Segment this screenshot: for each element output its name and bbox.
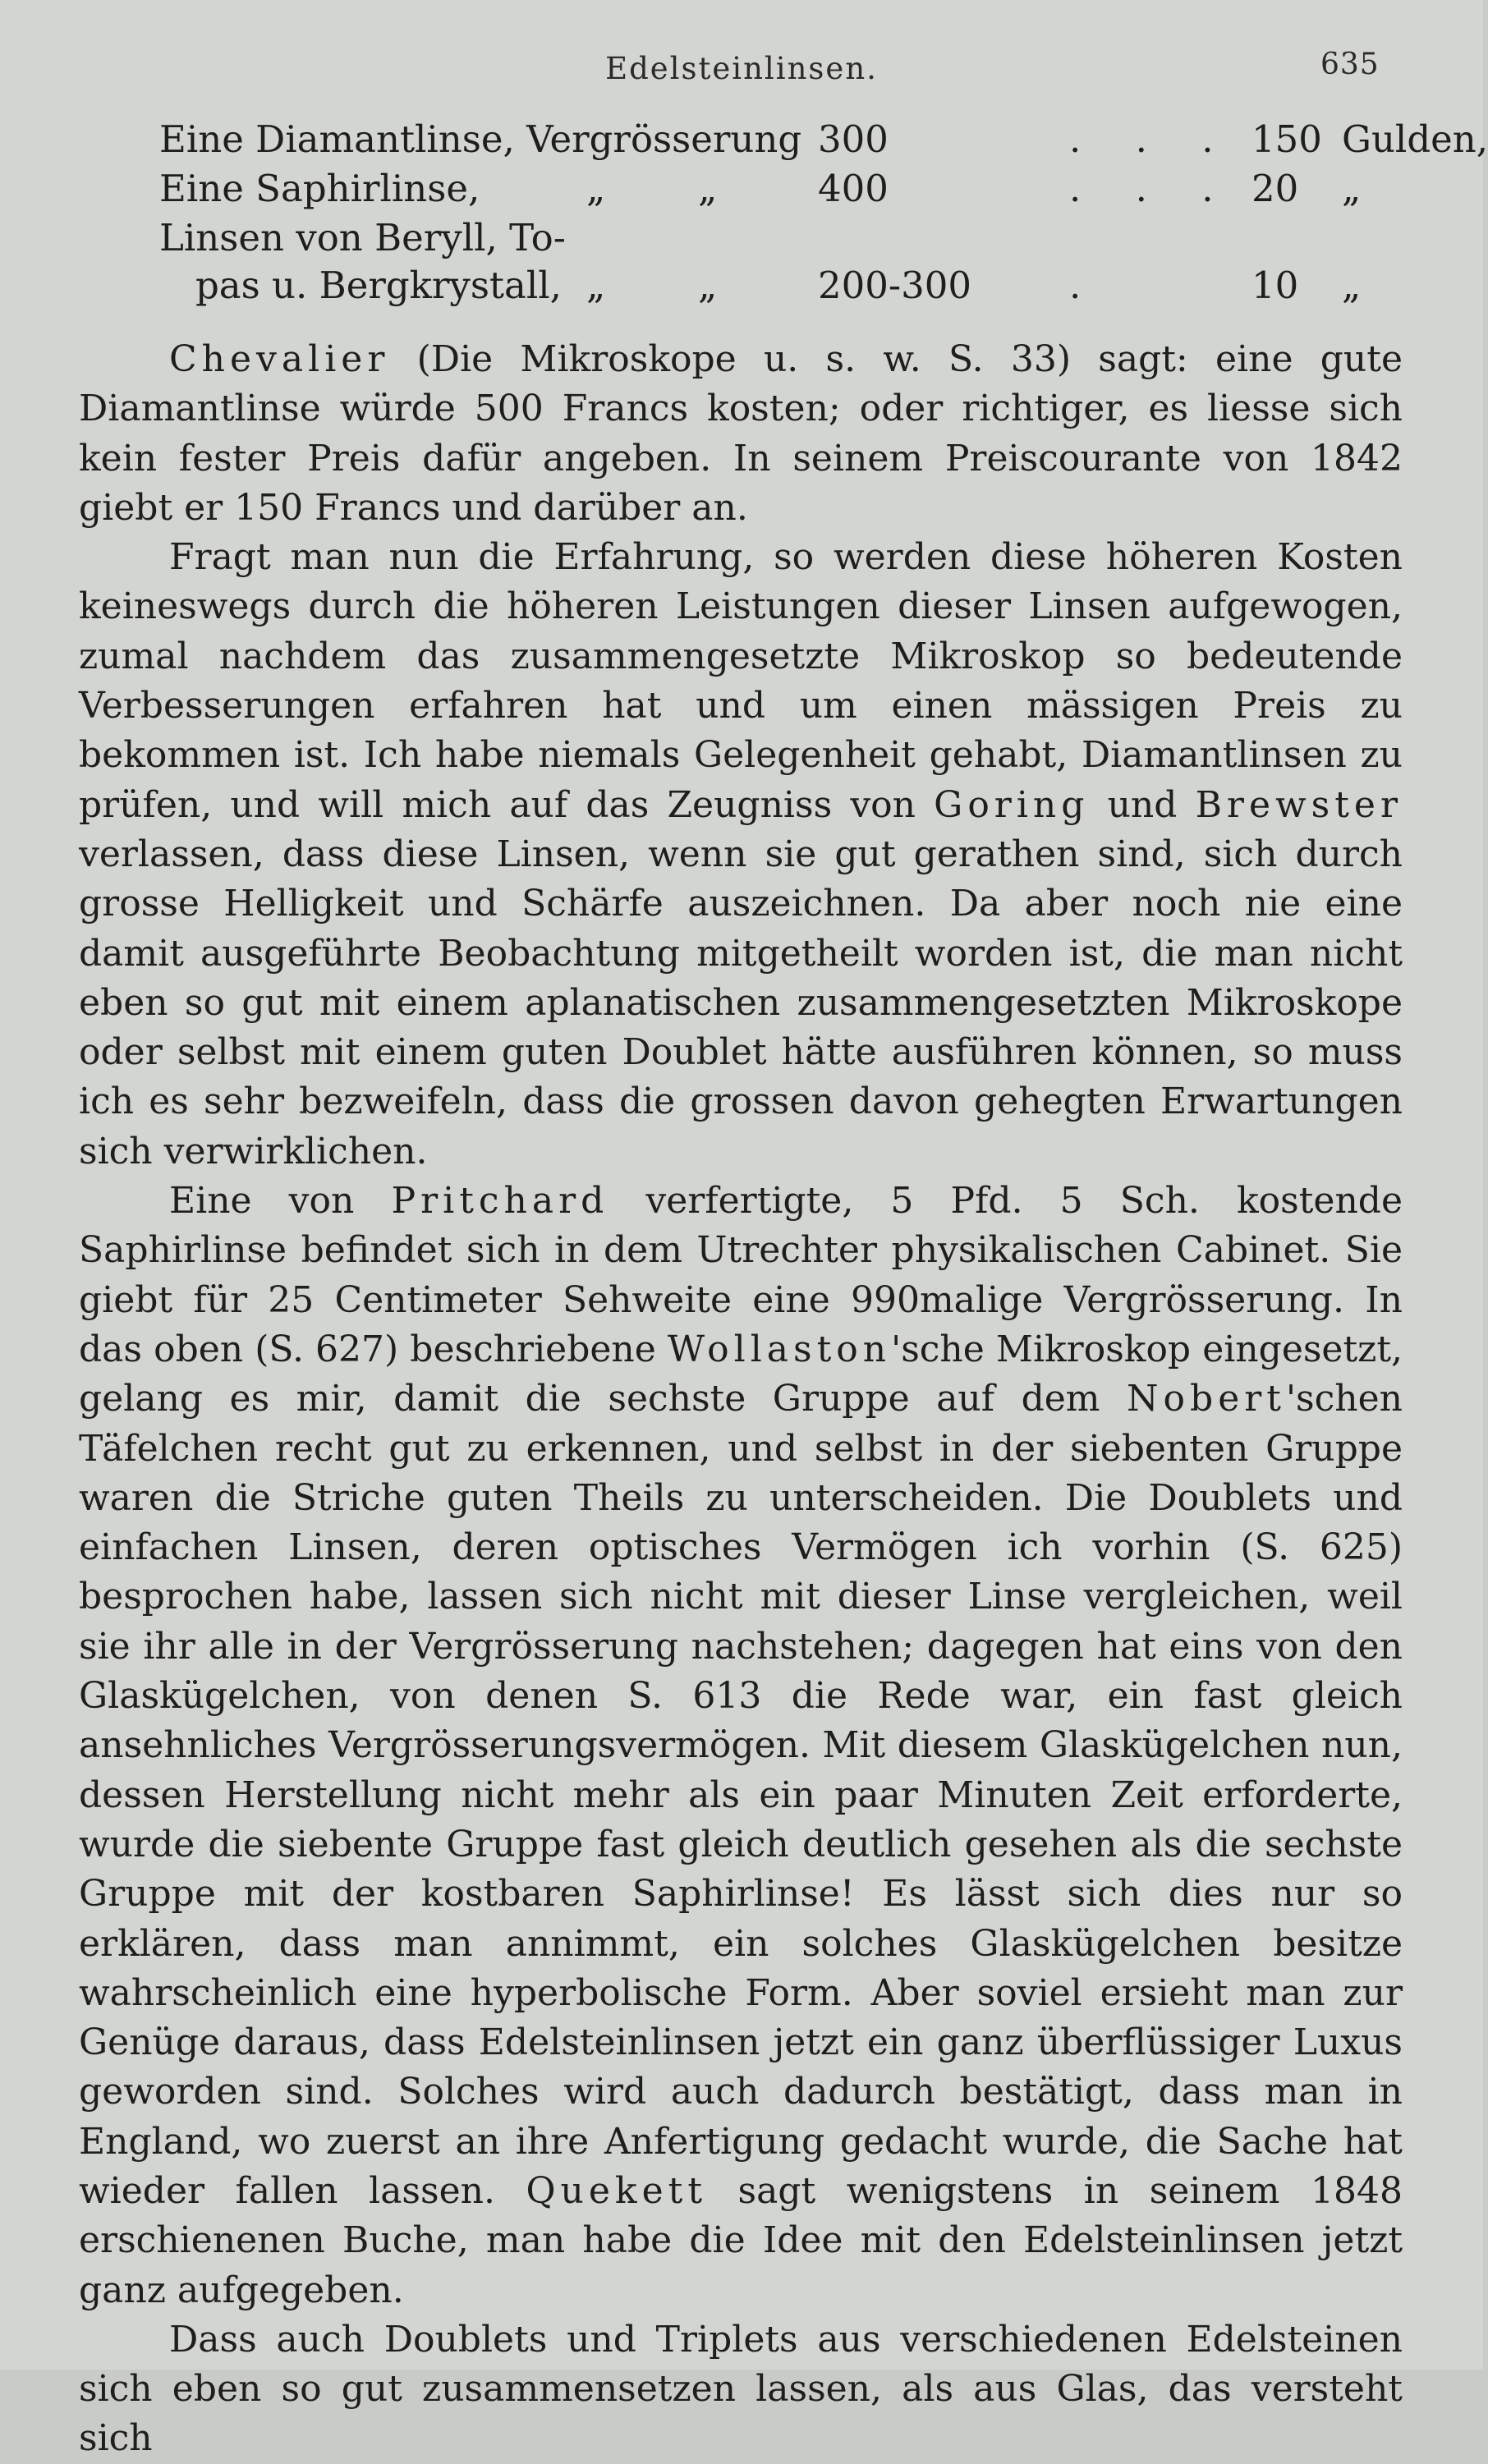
ditto-mark: „: [586, 264, 606, 307]
price-amount: 10: [1251, 264, 1299, 307]
body-text: [79, 335, 1403, 2464]
price-item: Eine Diamantlinse, Vergrösserung: [159, 117, 802, 161]
price-row-beryl-line1: [159, 213, 1334, 261]
price-amount: 150: [1251, 117, 1322, 161]
price-leader-dots: . . .: [1069, 167, 1235, 210]
paragraph-text: verfertigte, 5 Pfd. 5 Sch. kostende Saphirlinse befindet sich in dem Utrechter physikalischen Cabinet. Sie giebt für 25 Centimeter Sehweite eine 990malige Vergrösserung. In das oben (S. 627) beschriebene: [79, 1180, 1403, 1370]
paragraph-text: und: [1089, 783, 1196, 826]
price-magnification: 300: [818, 117, 889, 161]
author-name: Wollaston: [667, 1328, 892, 1370]
paragraph-text: (Die Mikroskope u. s. w. S. 33) sagt: eine gute Diamantlinse würde 500 Francs kosten; oder richtiger, es liesse sich kein fester Preis dafür angeben. In seinem Preiscourante von 1842 giebt er 150 Francs und darüber an.: [79, 338, 1403, 529]
price-magnification: 200-300: [818, 264, 971, 307]
author-name: Brewster: [1195, 783, 1403, 826]
running-title: Edelsteinlinsen.: [605, 51, 878, 86]
paragraph-text: 'sche Mikroskop eingesetzt, gelang es mir, damit die sechste Gruppe auf dem: [79, 1328, 1403, 1420]
paragraph-text: Fragt man nun die Erfahrung, so werden diese höheren Kosten keineswegs durch die höheren Leistungen dieser Linsen aufgewogen, zumal nachdem das zusammengesetzte Mikroskop so bedeutende Verbesserungen erfahren hat und um einen mässigen Preis zu bekommen ist. Ich habe niemals Gelegenheit gehabt, Diamantlinsen zu prüfen, und will mich auf das Zeugniss von: [79, 536, 1403, 826]
paragraph-text: verlassen, dass diese Linsen, wenn sie gut gerathen sind, sich durch grosse Helligkeit und Schärfe auszeichnen. Da aber noch nie eine damit ausgeführte Beobachtung mitgetheilt worden ist, die man nicht eben so gut mit einem aplanatischen zusammengesetzten Mikroskope oder selbst mit einem guten Doublet hätte ausführen können, so muss ich es sehr bezweifeln, dass die grossen davon gehegten Erwartungen sich verwirklichen.: [79, 833, 1403, 1172]
paragraph-text: Eine von: [169, 1180, 392, 1223]
author-name: Pritchard: [391, 1180, 609, 1223]
price-leader-dots: . . .: [1069, 117, 1235, 161]
paragraph-text: 'schen Täfelchen recht gut zu erkennen, und selbst in der siebenten Gruppe waren die Striche guten Theils zu unterscheiden. Die Doublets und einfachen Linsen, deren optisches Vermögen ich vorhin (S. 625) besprochen habe, lassen sich nicht mit dieser Linse vergleichen, weil sie ihr alle in der Vergrösserung nachstehen; dagegen hat eins von den Glaskügelchen, von denen S. 613 die Rede war, ein fast gleich ansehnliches Vergrösserungsvermögen. Mit diesem Glaskügelchen nun, dessen Herstellung nicht mehr als ein paar Minuten Zeit erforderte, wurde die siebente Gruppe fast gleich deutlich gesehen als die sechste Gruppe mit der kostbaren Saphirlinse! Es lässt sich dies nur so erklären, dass man annimmt, ein solches Glaskügelchen besitze wahrscheinlich eine hyperbolische Form. Aber soviel ersieht man zur Genüge daraus, dass Edelsteinlinsen jetzt ein ganz überflüssiger Luxus geworden sind. Solches wird auch dadurch bestätigt, dass man in England, wo zuerst an ihre Anfertigung gedacht wurde, die Sache hat wieder fallen lassen.: [79, 1378, 1403, 2212]
author-name: Nobert: [1127, 1378, 1286, 1420]
price-row-diamond: [159, 115, 1488, 164]
page-number: 635: [1320, 48, 1380, 81]
price-row-sapphire: [159, 164, 1362, 213]
paragraph-text: sagt wenigstens in seinem 1848 erschienenen Buche, man habe die Idee mit den Edelsteinlinsen jetzt ganz aufgegeben.: [79, 2169, 1403, 2311]
price-currency: Gulden,: [1342, 117, 1488, 161]
author-name: Quekett: [526, 2169, 707, 2212]
price-amount: 20: [1251, 167, 1299, 210]
author-name: Goring: [934, 783, 1090, 826]
price-magnification: 400: [818, 167, 889, 210]
price-currency: „: [1342, 264, 1362, 307]
price-item: Linsen von Beryll, To-: [159, 216, 566, 259]
author-name: Chevalier: [169, 338, 390, 380]
price-currency: „: [1342, 167, 1362, 210]
paragraph-chevalier: [79, 335, 1403, 533]
paragraph-experience: [79, 533, 1403, 1177]
price-item: pas u. Bergkrystall,: [195, 264, 562, 307]
paragraph-text: Dass auch Doublets und Triplets aus verschiedenen Edelsteinen sich eben so gut zusammensetzen lassen, als aus Glas, das versteht sich: [79, 2318, 1403, 2460]
ditto-mark: „: [586, 167, 606, 210]
price-item: Eine Saphirlinse,: [159, 167, 480, 210]
paragraph-doublets: [79, 2315, 1403, 2464]
price-table: [159, 115, 1488, 310]
price-leader-dots: .: [1069, 264, 1103, 307]
ditto-mark: „: [698, 264, 718, 307]
price-row-beryl: [159, 261, 1362, 310]
ditto-mark: „: [698, 167, 718, 210]
paragraph-pritchard: [79, 1177, 1403, 2315]
